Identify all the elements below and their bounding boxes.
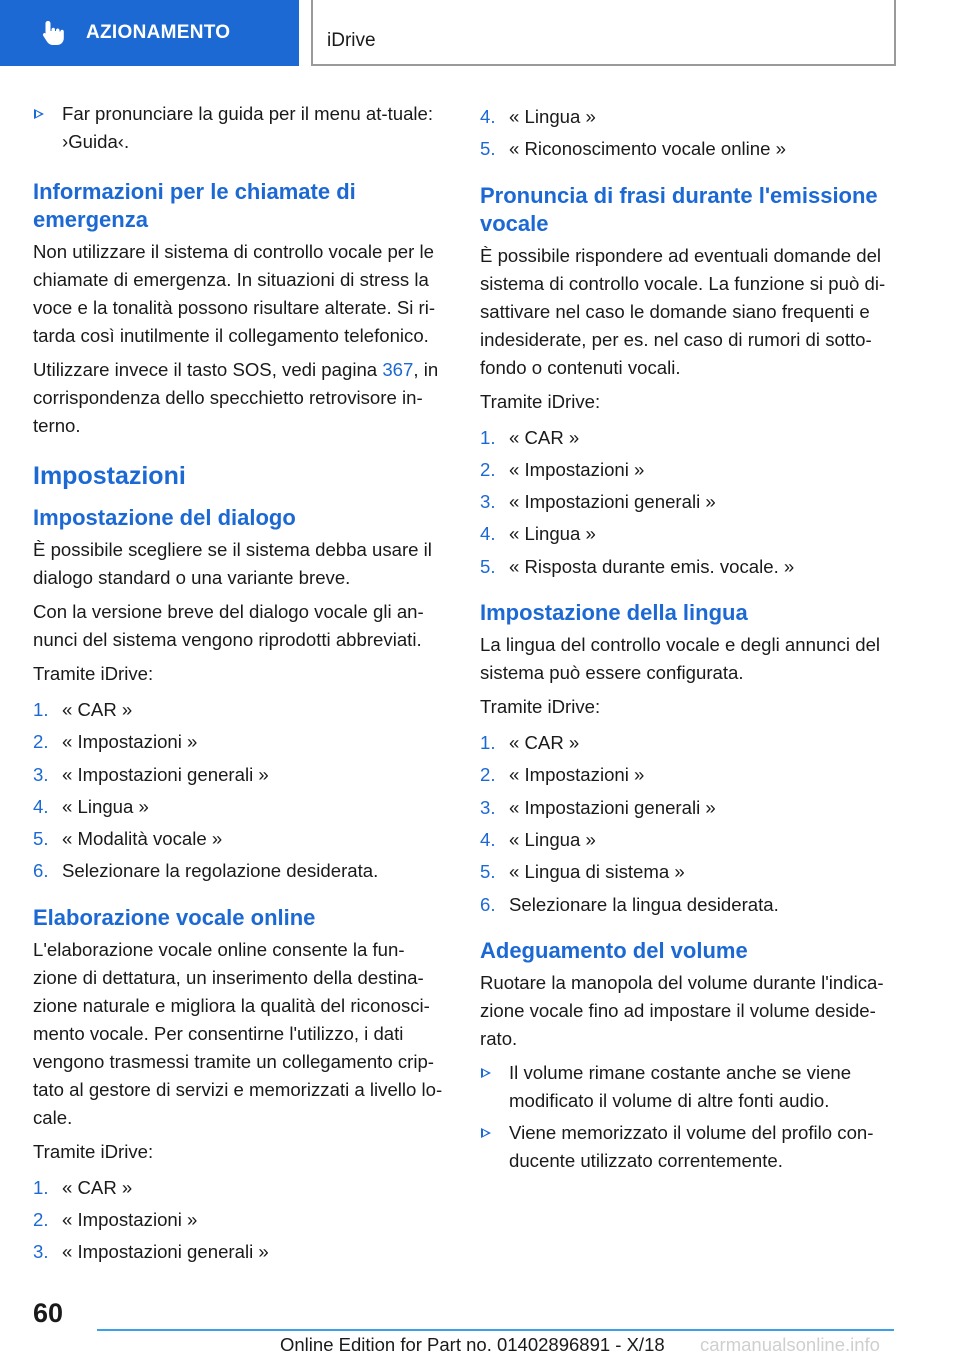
step-item bbox=[480, 792, 894, 824]
step-item bbox=[480, 759, 894, 791]
step-item bbox=[33, 823, 447, 855]
step-item bbox=[33, 726, 447, 758]
step-text: « CAR » bbox=[62, 1176, 133, 1198]
step-item bbox=[480, 727, 894, 759]
step-number: 3. bbox=[480, 796, 496, 818]
step-item bbox=[33, 791, 447, 823]
paragraph: Non utilizzare il sistema di controllo vocale per le chiamate di emergenza. In situazioni di stress la voce e la tonalità possono risultare alterate. Si ri-tarda così inutilmente il collegamento telefonico. bbox=[33, 241, 436, 346]
step-number: 5. bbox=[33, 828, 49, 850]
step-text: « Lingua » bbox=[62, 795, 149, 817]
step-number: 5. bbox=[480, 555, 496, 577]
chapter-header bbox=[311, 0, 896, 66]
step-text: « Modalità vocale » bbox=[62, 828, 223, 850]
step-number: 1. bbox=[480, 732, 496, 754]
edition-text: Online Edition for Part no. 01402896891 - X/18 bbox=[280, 1334, 665, 1355]
via-idrive-label: Tramite iDrive: bbox=[33, 663, 154, 684]
step-item bbox=[480, 422, 894, 454]
header-section-tab bbox=[0, 0, 299, 66]
steps-list-online bbox=[33, 1172, 447, 1269]
paragraph: La lingua del controllo vocale e degli annunci del sistema può essere configurata. bbox=[480, 634, 881, 684]
step-item bbox=[480, 454, 894, 486]
step-number: 4. bbox=[480, 106, 496, 127]
footer-divider bbox=[97, 1329, 894, 1331]
via-idrive-label: Tramite iDrive: bbox=[480, 390, 601, 412]
chapter-heading-settings: Impostazioni bbox=[33, 462, 186, 490]
triangle-bullet-icon bbox=[34, 109, 44, 119]
step-text: « CAR » bbox=[509, 732, 580, 754]
step-number: 1. bbox=[480, 426, 496, 448]
bullet-text: Far pronunciare la guida per il menu at-tuale: ›Guida‹. bbox=[62, 103, 434, 152]
step-number: 5. bbox=[480, 861, 496, 883]
step-text: « CAR » bbox=[62, 699, 133, 720]
bullet-item bbox=[480, 1059, 894, 1115]
step-text: « Impostazioni generali » bbox=[62, 763, 269, 785]
watermark: carmanualsonline.info bbox=[700, 1334, 880, 1355]
step-text: « Impostazioni » bbox=[509, 458, 645, 480]
section-heading-emergency: Informazioni per le chiamate di emergenza bbox=[33, 179, 356, 232]
step-number: 3. bbox=[33, 763, 49, 785]
step-number: 2. bbox=[480, 458, 496, 480]
bullet-text: Il volume rimane costante anche se viene modificato il volume di altre fonti audio. bbox=[509, 1061, 852, 1111]
section-heading-online: Elaborazione vocale online bbox=[33, 904, 316, 930]
steps-list-pronunciation bbox=[480, 422, 894, 583]
step-item bbox=[480, 824, 894, 856]
step-number: 4. bbox=[480, 523, 496, 545]
page-reference-link[interactable]: 367 bbox=[382, 359, 414, 380]
hand-pointer-icon bbox=[40, 19, 68, 47]
step-item bbox=[480, 101, 894, 133]
step-text: « Impostazioni generali » bbox=[62, 1241, 269, 1263]
step-number: 1. bbox=[33, 699, 49, 720]
steps-list-language bbox=[480, 727, 894, 921]
step-number: 6. bbox=[480, 893, 496, 915]
step-number: 1. bbox=[33, 1176, 49, 1198]
step-item bbox=[33, 855, 447, 887]
section-heading-dialog: Impostazione del dialogo bbox=[33, 505, 296, 530]
step-item bbox=[480, 486, 894, 518]
step-item bbox=[480, 518, 894, 550]
step-number: 5. bbox=[480, 138, 496, 160]
paragraph: È possibile scegliere se il sistema debba usare il dialogo standard o una variante breve. bbox=[33, 539, 432, 588]
step-item bbox=[33, 759, 447, 791]
paragraph: È possibile rispondere ad eventuali domande del sistema di controllo vocale. La funzione si può di-sattivare nel caso le domande siano frequenti e indesiderate, per es. nel caso di rumori di sotto-fondo o contenuti vocali. bbox=[480, 244, 886, 378]
bullet-item bbox=[480, 1119, 894, 1175]
step-text: « Lingua di sistema » bbox=[509, 861, 685, 883]
section-heading-pronunciation: Pronuncia di frasi durante l'emissione vocale bbox=[480, 182, 878, 236]
triangle-bullet-icon bbox=[481, 1068, 491, 1078]
steps-list-dialog bbox=[33, 694, 447, 888]
step-text: « Lingua » bbox=[509, 106, 596, 127]
step-item bbox=[33, 1236, 447, 1268]
right-column bbox=[480, 100, 894, 1179]
section-heading-volume: Adeguamento del volume bbox=[480, 937, 748, 963]
step-number: 2. bbox=[33, 731, 49, 753]
step-number: 4. bbox=[480, 828, 496, 850]
steps-list-online-continued bbox=[480, 101, 894, 166]
section-label: AZIONAMENTO bbox=[86, 22, 231, 43]
step-text: « Lingua » bbox=[509, 523, 596, 545]
step-text: « CAR » bbox=[509, 426, 580, 448]
step-number: 3. bbox=[33, 1241, 49, 1263]
step-text: Selezionare la lingua desiderata. bbox=[509, 893, 779, 915]
bullet-item bbox=[33, 100, 447, 156]
step-text: « Risposta durante emis. vocale. » bbox=[509, 555, 795, 577]
step-number: 4. bbox=[33, 795, 49, 817]
triangle-bullet-icon bbox=[481, 1128, 491, 1138]
step-text: « Impostazioni » bbox=[62, 1209, 198, 1231]
section-heading-language: Impostazione della lingua bbox=[480, 600, 748, 626]
paragraph: Ruotare la manopola del volume durante l'indica-zione vocale fino ad impostare il volume deside-rato. bbox=[480, 971, 884, 1049]
step-text: « Lingua » bbox=[509, 828, 596, 850]
bullet-text: Viene memorizzato il volume del profilo con-ducente utilizzato correntemente. bbox=[509, 1121, 874, 1171]
step-item bbox=[480, 856, 894, 888]
step-text: « Riconoscimento vocale online » bbox=[509, 138, 786, 160]
step-item bbox=[480, 889, 894, 921]
via-idrive-label: Tramite iDrive: bbox=[480, 696, 601, 718]
page-number: 60 bbox=[33, 1298, 64, 1328]
step-number: 3. bbox=[480, 491, 496, 513]
step-item bbox=[480, 133, 894, 165]
step-item bbox=[33, 1204, 447, 1236]
via-idrive-label: Tramite iDrive: bbox=[33, 1140, 154, 1162]
paragraph-sos: Utilizzare invece il tasto SOS, vedi pagina 367, in corrispondenza dello specchietto retrovisore in-terno. bbox=[33, 359, 439, 436]
step-item bbox=[33, 1172, 447, 1204]
left-column bbox=[33, 100, 447, 1275]
step-number: 2. bbox=[480, 764, 496, 786]
paragraph: Con la versione breve del dialogo vocale gli an-nunci del sistema vengono riprodotti abbreviati. bbox=[33, 601, 424, 650]
step-text: « Impostazioni » bbox=[509, 764, 645, 786]
step-item bbox=[33, 694, 447, 726]
step-item bbox=[480, 551, 894, 583]
step-text: « Impostazioni » bbox=[62, 731, 198, 753]
paragraph: L'elaborazione vocale online consente la fun-zione di dettatura, un inserimento della destina-zione naturale e migliora la qualità del riconosci-mento vocale. Per consentirne l'utilizzo, i dati vengono trasmessi tramite un collegamento crip-tato al gestore di servizi e memorizzati a livello lo-cale. bbox=[33, 938, 443, 1128]
chapter-label: iDrive bbox=[327, 30, 376, 51]
step-text: Selezionare la regolazione desiderata. bbox=[62, 860, 379, 882]
step-number: 6. bbox=[33, 860, 49, 882]
step-text: « Impostazioni generali » bbox=[509, 796, 716, 818]
step-number: 2. bbox=[33, 1209, 49, 1231]
step-text: « Impostazioni generali » bbox=[509, 491, 716, 513]
